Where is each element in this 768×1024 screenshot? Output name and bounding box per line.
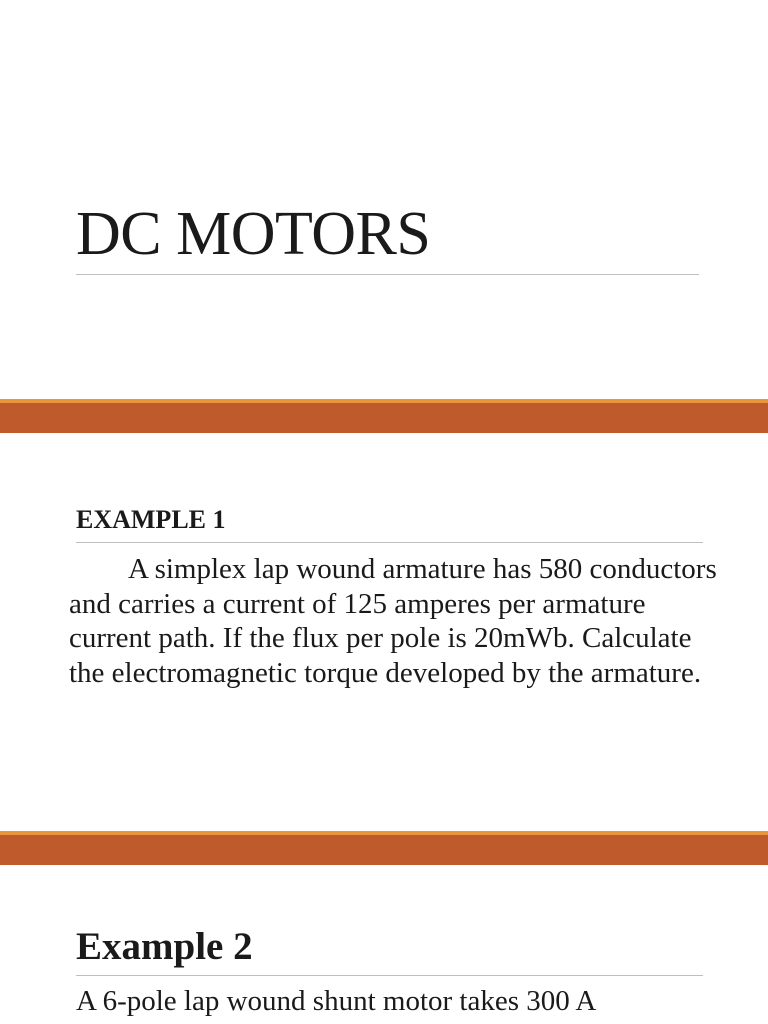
example-2-underline: [76, 975, 703, 976]
example-2-heading: Example 2: [76, 925, 253, 968]
title-underline: [76, 274, 699, 275]
example-1-underline: [76, 542, 703, 543]
slide-divider: [0, 399, 768, 433]
example-2-text: A 6-pole lap wound shunt motor takes 300 A: [76, 985, 597, 1017]
example-1-heading: EXAMPLE 1: [76, 505, 226, 534]
example-1-text: A simplex lap wound armature has 580 conductors and carries a current of 125 amperes per armature current path. If the flux per pole is 20mWb. Calculate the electromagnetic torque developed by the armature.: [69, 553, 717, 689]
page-title: DC MOTORS: [76, 200, 431, 268]
slide-divider: [0, 831, 768, 865]
